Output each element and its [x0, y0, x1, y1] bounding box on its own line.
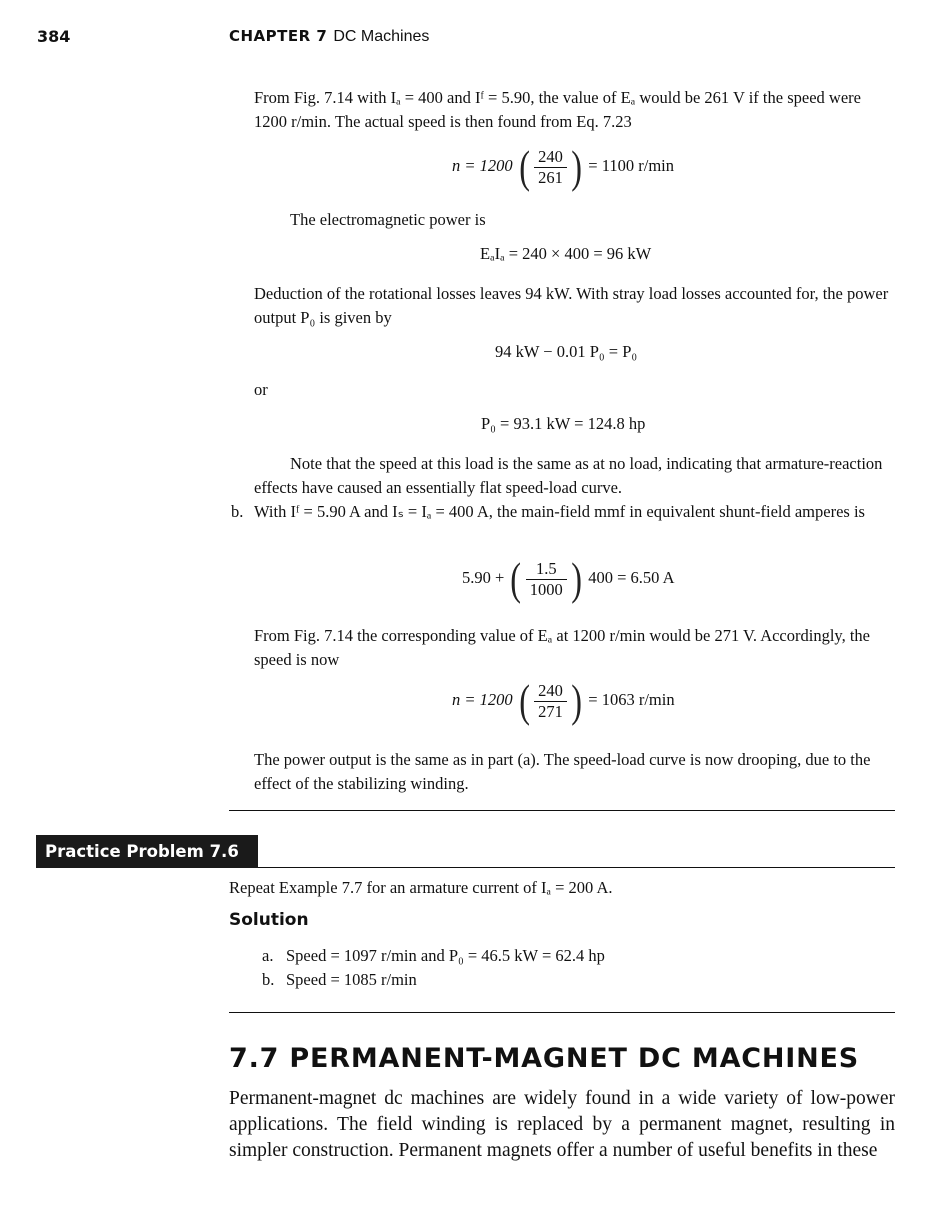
equation-em-power: EₐIₐ = 240 × 400 = 96 kW — [480, 244, 652, 263]
equation-speed-a — [452, 141, 674, 192]
right-paren: ) — [571, 141, 582, 192]
right-paren: ) — [571, 675, 582, 726]
part-b-paragraph: With Iᶠ = 5.90 A and Iₛ = Iₐ = 400 A, the main-field mmf in equivalent shunt-field amperes is — [254, 502, 865, 521]
section-title: 7.7 PERMANENT-MAGNET DC MACHINES — [229, 1043, 860, 1074]
solution-b-label: b. — [262, 970, 275, 989]
section-body: Permanent-magnet dc machines are widely found in a wide variety of low-power applications. The field winding is replaced by a permanent magnet, resulting in simpler construction. Permanent magnets offer a number of useful benefits in these — [229, 1088, 895, 1161]
chapter-label: CHAPTER 7 — [229, 27, 328, 45]
solution-b: Speed = 1085 r/min — [286, 970, 417, 989]
eq5-fraction — [526, 559, 567, 600]
eq5-numerator: 1.5 — [526, 559, 567, 580]
example-paragraph-3: From Fig. 7.14 the corresponding value of Eₐ at 1200 r/min would be 271 V. Accordingly, the speed is now — [254, 626, 871, 669]
left-paren: ( — [519, 141, 530, 192]
right-paren: ) — [571, 553, 582, 604]
chapter-title: DC Machines — [333, 28, 430, 45]
part-b-label: b. — [231, 502, 244, 521]
eq5-denominator: 1000 — [529, 579, 563, 599]
page-number: 384 — [37, 27, 71, 46]
example-paragraph-2: Deduction of the rotational losses leaves 94 kW. With stray load losses accounted for, the power output P₀ is given by — [254, 284, 889, 327]
em-power-intro: The electromagnetic power is — [290, 210, 486, 229]
eq5-rhs: 400 = 6.50 A — [588, 567, 675, 587]
practice-problem-banner: Practice Problem 7.6 — [36, 835, 258, 868]
running-header — [229, 27, 429, 46]
equation-power-output: 94 kW − 0.01 P₀ = P₀ — [495, 342, 638, 361]
practice-statement: Repeat Example 7.7 for an armature current of Iₐ = 200 A. — [229, 878, 613, 897]
divider-bottom — [229, 1012, 895, 1013]
eq1-numerator: 240 — [534, 147, 567, 168]
eq6-rhs: = 1063 r/min — [588, 689, 675, 709]
eq1-denominator: 261 — [538, 167, 563, 187]
solution-a: Speed = 1097 r/min and P₀ = 46.5 kW = 62.4 hp — [286, 946, 605, 965]
practice-banner-rule — [258, 867, 895, 868]
eq6-numerator: 240 — [534, 681, 567, 702]
eq1-fraction — [534, 147, 567, 188]
example-paragraph-4: The power output is the same as in part (a). The speed-load curve is now drooping, due to the effect of the stabilizing winding. — [254, 750, 871, 793]
solution-heading: Solution — [229, 910, 309, 930]
note-paragraph: Note that the speed at this load is the same as at no load, indicating that armature-reaction effects have caused an essentially flat speed-load curve. — [254, 454, 883, 497]
solution-a-label: a. — [262, 946, 274, 965]
eq5-lhs: 5.90 + — [462, 567, 505, 587]
eq6-denominator: 271 — [538, 701, 563, 721]
left-paren: ( — [510, 553, 522, 604]
eq1-lhs: n = 1200 — [452, 155, 513, 175]
example-paragraph-1: From Fig. 7.14 with Iₐ = 400 and Iᶠ = 5.90, the value of Eₐ would be 261 V if the speed were 1200 r/min. The actual speed is then found from Eq. 7.23 — [254, 88, 861, 131]
eq6-lhs: n = 1200 — [452, 689, 513, 709]
eq6-fraction — [534, 681, 567, 722]
or-text: or — [254, 380, 268, 399]
equation-p0-result: P₀ = 93.1 kW = 124.8 hp — [481, 414, 646, 433]
eq1-rhs: = 1100 r/min — [588, 155, 674, 175]
left-paren: ( — [519, 675, 530, 726]
equation-mmf — [462, 553, 675, 604]
divider-top — [229, 810, 895, 811]
equation-speed-b — [452, 675, 675, 726]
